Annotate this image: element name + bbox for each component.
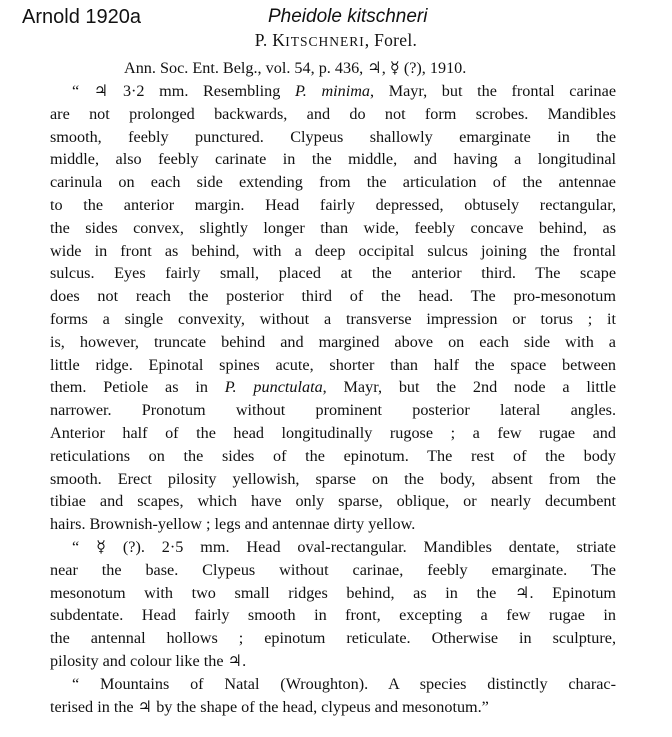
text-line: reticulations on the sides of the epinotum. The rest of the body [50, 446, 616, 465]
text-line: tibiae and scapes, which have only sparse, oblique, or nearly decumbent [50, 492, 616, 511]
text-line: near the base. Clypeus without carinae, feebly emarginate. The [50, 560, 616, 579]
text-line: wide in front as behind, with a deep occipital sulcus joining the frontal [50, 241, 616, 260]
text-line: are not prolonged backwards, and do not form scrobes. Mandibles [50, 104, 616, 123]
text-line: Anterior half of the head longitudinally rugose ; a few rugae and [50, 423, 616, 442]
paragraph-locality [50, 673, 616, 719]
text-line: subdentate. Head fairly smooth in front, excepting a few rugae in [50, 606, 616, 625]
text-line: smooth. Erect pilosity yellowish, sparse on the body, absent from the [50, 469, 616, 488]
text-line: to the anterior margin. Head fairly depressed, obtusely rectangular, [50, 195, 616, 214]
text-line: middle, also feebly carinate in the middle, and having a longitudinal [50, 150, 616, 169]
species-small-caps: ITSCHNERI [285, 34, 365, 49]
header-author-year: Arnold 1920a [22, 6, 141, 28]
text-line: mesonotum with two small ridges behind, as in the ♃. Epinotum [50, 583, 616, 602]
text-line: pilosity and colour like the ♃. [50, 651, 247, 670]
description-body [50, 80, 616, 718]
text-line: smooth, feebly punctured. Clypeus shallowly emarginate in the [50, 127, 616, 146]
text-line: forms a single convexity, without a transverse impression or torus ; it [50, 309, 616, 328]
text-line: the antennal hollows ; epinotum reticulate. Otherwise in sculpture, [50, 629, 616, 648]
header-species-name: Pheidole kitschneri [268, 6, 428, 27]
species-author: , Forel. [364, 30, 418, 50]
text-line: terised in the ♃ by the shape of the head, clypeus and mesonotum.” [50, 697, 489, 716]
text-line: sulcus. Eyes fairly small, placed at the anterior third. The scape [50, 264, 616, 283]
paragraph-major-worker [50, 80, 616, 536]
species-heading [0, 29, 672, 53]
species-first-letter: K [272, 30, 286, 50]
text-line: narrower. Pronotum without prominent posterior lateral angles. [50, 401, 616, 420]
citation: Ann. Soc. Ent. Belg., vol. 54, p. 436, ♃, ☿ (?), 1910. [124, 59, 467, 77]
text-line: carinula on each side extending from the articulation of the antennae [50, 173, 616, 192]
text-line: “ Mountains of Natal (Wroughton). A species distinctly charac- [72, 674, 616, 693]
paragraph-worker [50, 536, 616, 673]
text-line: little ridge. Epinotal spines acute, shorter than half the space between [50, 355, 616, 374]
text-line: “ ♃ 3·2 mm. Resembling P. minima, Mayr, but the frontal carinae [72, 82, 617, 100]
text-line: hairs. Brownish-yellow ; legs and antennae dirty yellow. [50, 515, 416, 534]
text-line: does not reach the posterior third of the head. The pro-mesonotum [50, 287, 616, 306]
text-line: is, however, truncate behind and margined above on each side with a [50, 332, 616, 351]
text-line: the sides convex, slightly longer than wide, feebly concave behind, as [50, 218, 616, 237]
text-line: them. Petiole as in P. punctulata, Mayr, but the 2nd node a little [50, 378, 617, 397]
text-line: “ ☿ (?). 2·5 mm. Head oval-rectangular. Mandibles dentate, striate [72, 537, 616, 556]
genus-initial: P. [254, 30, 268, 50]
